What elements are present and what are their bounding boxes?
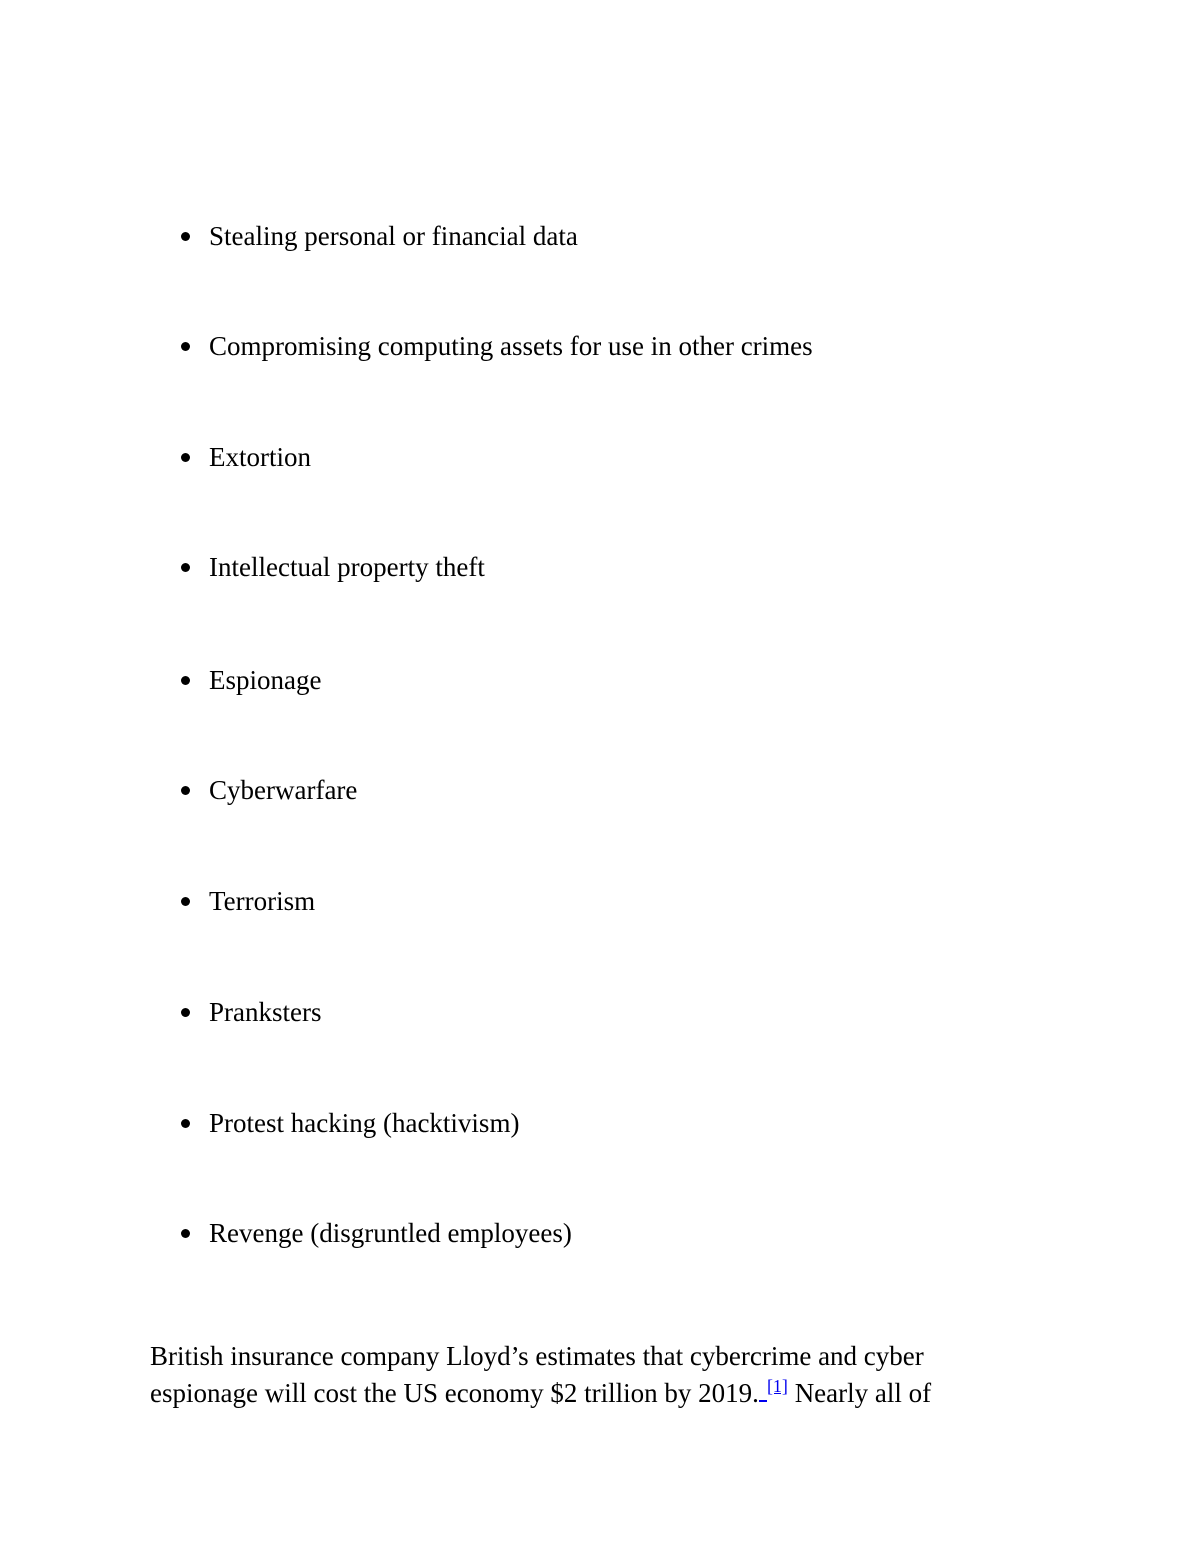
list-item-text: Espionage [209,665,322,695]
list-item-text: Revenge (disgruntled employees) [209,1218,572,1248]
footnote-anchor-link[interactable] [759,1382,767,1402]
list-item-text: Stealing personal or financial data [209,221,578,251]
list-item [181,328,813,364]
body-paragraph [150,1338,1070,1412]
paragraph-line-2 [150,1375,1070,1412]
list-item [181,772,357,808]
list-item-text: Cyberwarfare [209,775,358,805]
list-item-text: Protest hacking (hacktivism) [209,1108,520,1138]
list-item [181,1105,519,1141]
bullet-icon [181,1229,190,1238]
list-item-text: Terrorism [209,886,316,916]
footnote-reference-link[interactable]: [1] [766,1376,788,1396]
bullet-icon [181,676,190,685]
list-item [181,549,485,585]
bullet-icon [181,1119,190,1128]
bullet-icon [181,342,190,351]
bullet-icon [181,563,190,572]
bullet-icon [181,232,190,241]
paragraph-line-1: British insurance company Lloyd’s estimates that cybercrime and cyber [150,1341,924,1371]
list-item [181,1215,572,1251]
list-item-text: Compromising computing assets for use in other crimes [209,331,813,361]
list-item-text: Extortion [209,442,311,472]
paragraph-line-2-start: espionage will cost the US economy $2 trillion by 2019. [150,1378,759,1408]
list-item [181,994,321,1030]
list-item [181,439,311,475]
list-item [181,883,315,919]
bullet-icon [181,897,190,906]
list-item-text: Pranksters [209,997,322,1027]
list-item-text: Intellectual property theft [209,552,485,582]
bullet-icon [181,1008,190,1017]
list-item [181,218,578,254]
paragraph-line-2-end: Nearly all of [787,1378,932,1408]
bullet-icon [181,453,190,462]
bullet-icon [181,786,190,795]
list-item [181,662,321,698]
